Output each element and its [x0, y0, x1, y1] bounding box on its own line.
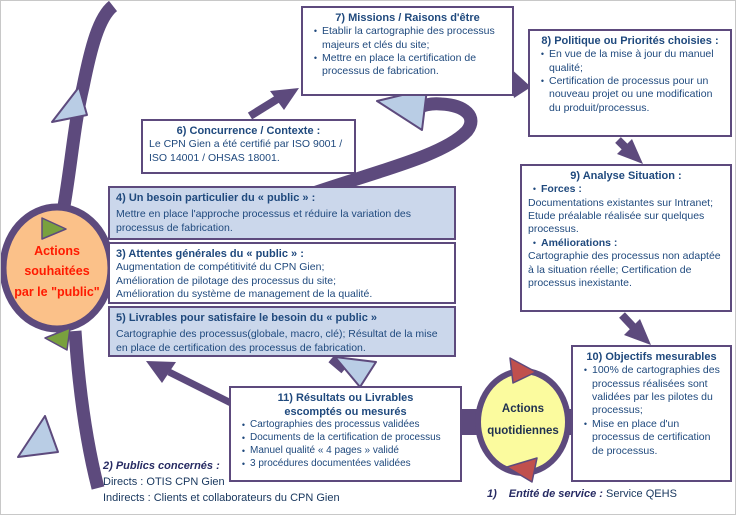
ellipse-daily-label: Actions quotidiennes: [487, 403, 559, 437]
box-8-title: 8) Politique ou Priorités choisies :: [541, 35, 719, 47]
bullet-dot-icon: •: [241, 432, 246, 443]
box-4-title: 4) Un besoin particulier du « public » :: [116, 192, 316, 204]
box-11-bullet-3: • Manuel qualité « 4 pages » validé: [237, 445, 454, 458]
arrow-11-to-5-shaft: [169, 372, 237, 406]
box-10-objectifs: [571, 345, 732, 482]
box-7-bullet-2: • Mettre en place la certification de processus de fabrication.: [309, 52, 506, 79]
box-7-title: 7) Missions / Raisons d'être: [335, 12, 480, 24]
box-11-title-line1: 11) Résultats ou Livrables: [277, 392, 414, 404]
box-7-bullet-1: • Etablir la cartographie des processus majeurs et clés du site;: [309, 25, 506, 52]
bullet-dot-icon: •: [540, 75, 545, 86]
band-publics-to-ellipse: [75, 331, 98, 488]
box-9-analyse: [520, 164, 732, 312]
box-9-ameliorations-text: Cartographie des processus non adaptée à la situation réelle; Certification de processus inexistante.: [528, 250, 721, 290]
box-6-title: 6) Concurrence / Contexte :: [176, 125, 321, 137]
box-10-bullet-2: • Mise en place d'un processus de certification de processus.: [579, 418, 724, 458]
note-entite-service: [487, 487, 736, 503]
box-3-line-3: Amélioration du système de management de la qualité.: [116, 287, 373, 300]
box-11-bullet-4: • 3 procédures documentées validées: [237, 458, 454, 471]
box-8-bullet-2: • Certification de processus pour un nouveau projet ou une modification du produit/processus.: [536, 75, 724, 115]
box-4-besoin-particulier: [108, 186, 456, 240]
box-9-forces-text: Documentations existantes sur Intranet; Etude préalable réalisée sur quelques processus.: [528, 196, 714, 236]
box-9-title: 9) Analyse Situation :: [570, 170, 682, 182]
box-8-politique: [528, 29, 732, 137]
box-11-bullet-1: • Cartographies des processus validées: [237, 419, 454, 432]
note-publics-concernes: [103, 459, 403, 507]
note-publics-title: 2) Publics concernés :: [103, 460, 220, 472]
box-3-attentes: [108, 242, 456, 304]
box-8-bullet-1: • En vue de la mise à jour du manuel qualité;: [536, 48, 724, 75]
bullet-dot-icon: •: [540, 49, 545, 60]
box-6-text: Le CPN Gien a été certifié par ISO 9001 / ISO 14001 / OHSAS 18001.: [149, 138, 343, 164]
bullet-dot-icon: •: [532, 184, 537, 195]
bullet-dot-icon: •: [583, 418, 588, 429]
box-3-line-2: Amélioration de pilotage des processus du site;: [116, 274, 337, 287]
arrowhead-blue-bottom-left: [18, 416, 58, 457]
note-publics-direct: Directs : OTIS CPN Gien: [103, 475, 225, 488]
box-7-missions: [301, 6, 514, 96]
bullet-dot-icon: •: [241, 458, 246, 469]
note-entity-number: 1): [487, 488, 497, 500]
bullet-dot-icon: •: [241, 445, 246, 456]
note-publics-indirect: Indirects : Clients et collaborateurs du CPN Gien: [103, 491, 340, 504]
box-9-forces-heading: • Forces :: [528, 183, 724, 196]
box-3-title: 3) Attentes générales du « public » :: [116, 248, 304, 260]
box-4-text: Mettre en place l'approche processus et réduire la variation des processus de fabrication.: [116, 208, 411, 234]
box-11-title-line2: escomptés ou mesurés: [284, 406, 407, 419]
box-5-text: Cartographie des processus(globale, macro, clé); Résultat de la mise en place de certification des processus de fabrication.: [116, 328, 438, 354]
box-10-title: 10) Objectifs mesurables: [586, 351, 717, 363]
box-3-line-1: Augmentation de compétitivité du CPN Gien;: [116, 261, 325, 274]
box-5-title: 5) Livrables pour satisfaire le besoin du « public »: [116, 312, 378, 324]
ellipse-public-label: Actions souhaitées par le "public": [14, 244, 100, 299]
arrow-6-to-7-shaft: [250, 98, 279, 116]
bullet-dot-icon: •: [313, 52, 318, 63]
box-6-concurrence: [141, 119, 356, 174]
box-10-bullet-1: • 100% de cartographies des processus réalisées sont validées par les pilotes du processus;: [579, 364, 724, 418]
bullet-dot-icon: •: [532, 237, 537, 248]
box-9-ameliorations-heading: • Améliorations :: [528, 237, 724, 250]
bullet-dot-icon: •: [583, 365, 588, 376]
ellipse-actions-daily: [478, 371, 568, 473]
bullet-dot-icon: •: [313, 26, 318, 37]
bullet-dot-icon: •: [241, 420, 246, 431]
note-entity-value: Service QEHS: [606, 488, 677, 500]
box-5-livrables: [108, 306, 456, 357]
note-entity-label: Entité de service :: [508, 488, 603, 500]
box-11-bullet-2: • Documents de la certification de processus: [237, 432, 454, 445]
